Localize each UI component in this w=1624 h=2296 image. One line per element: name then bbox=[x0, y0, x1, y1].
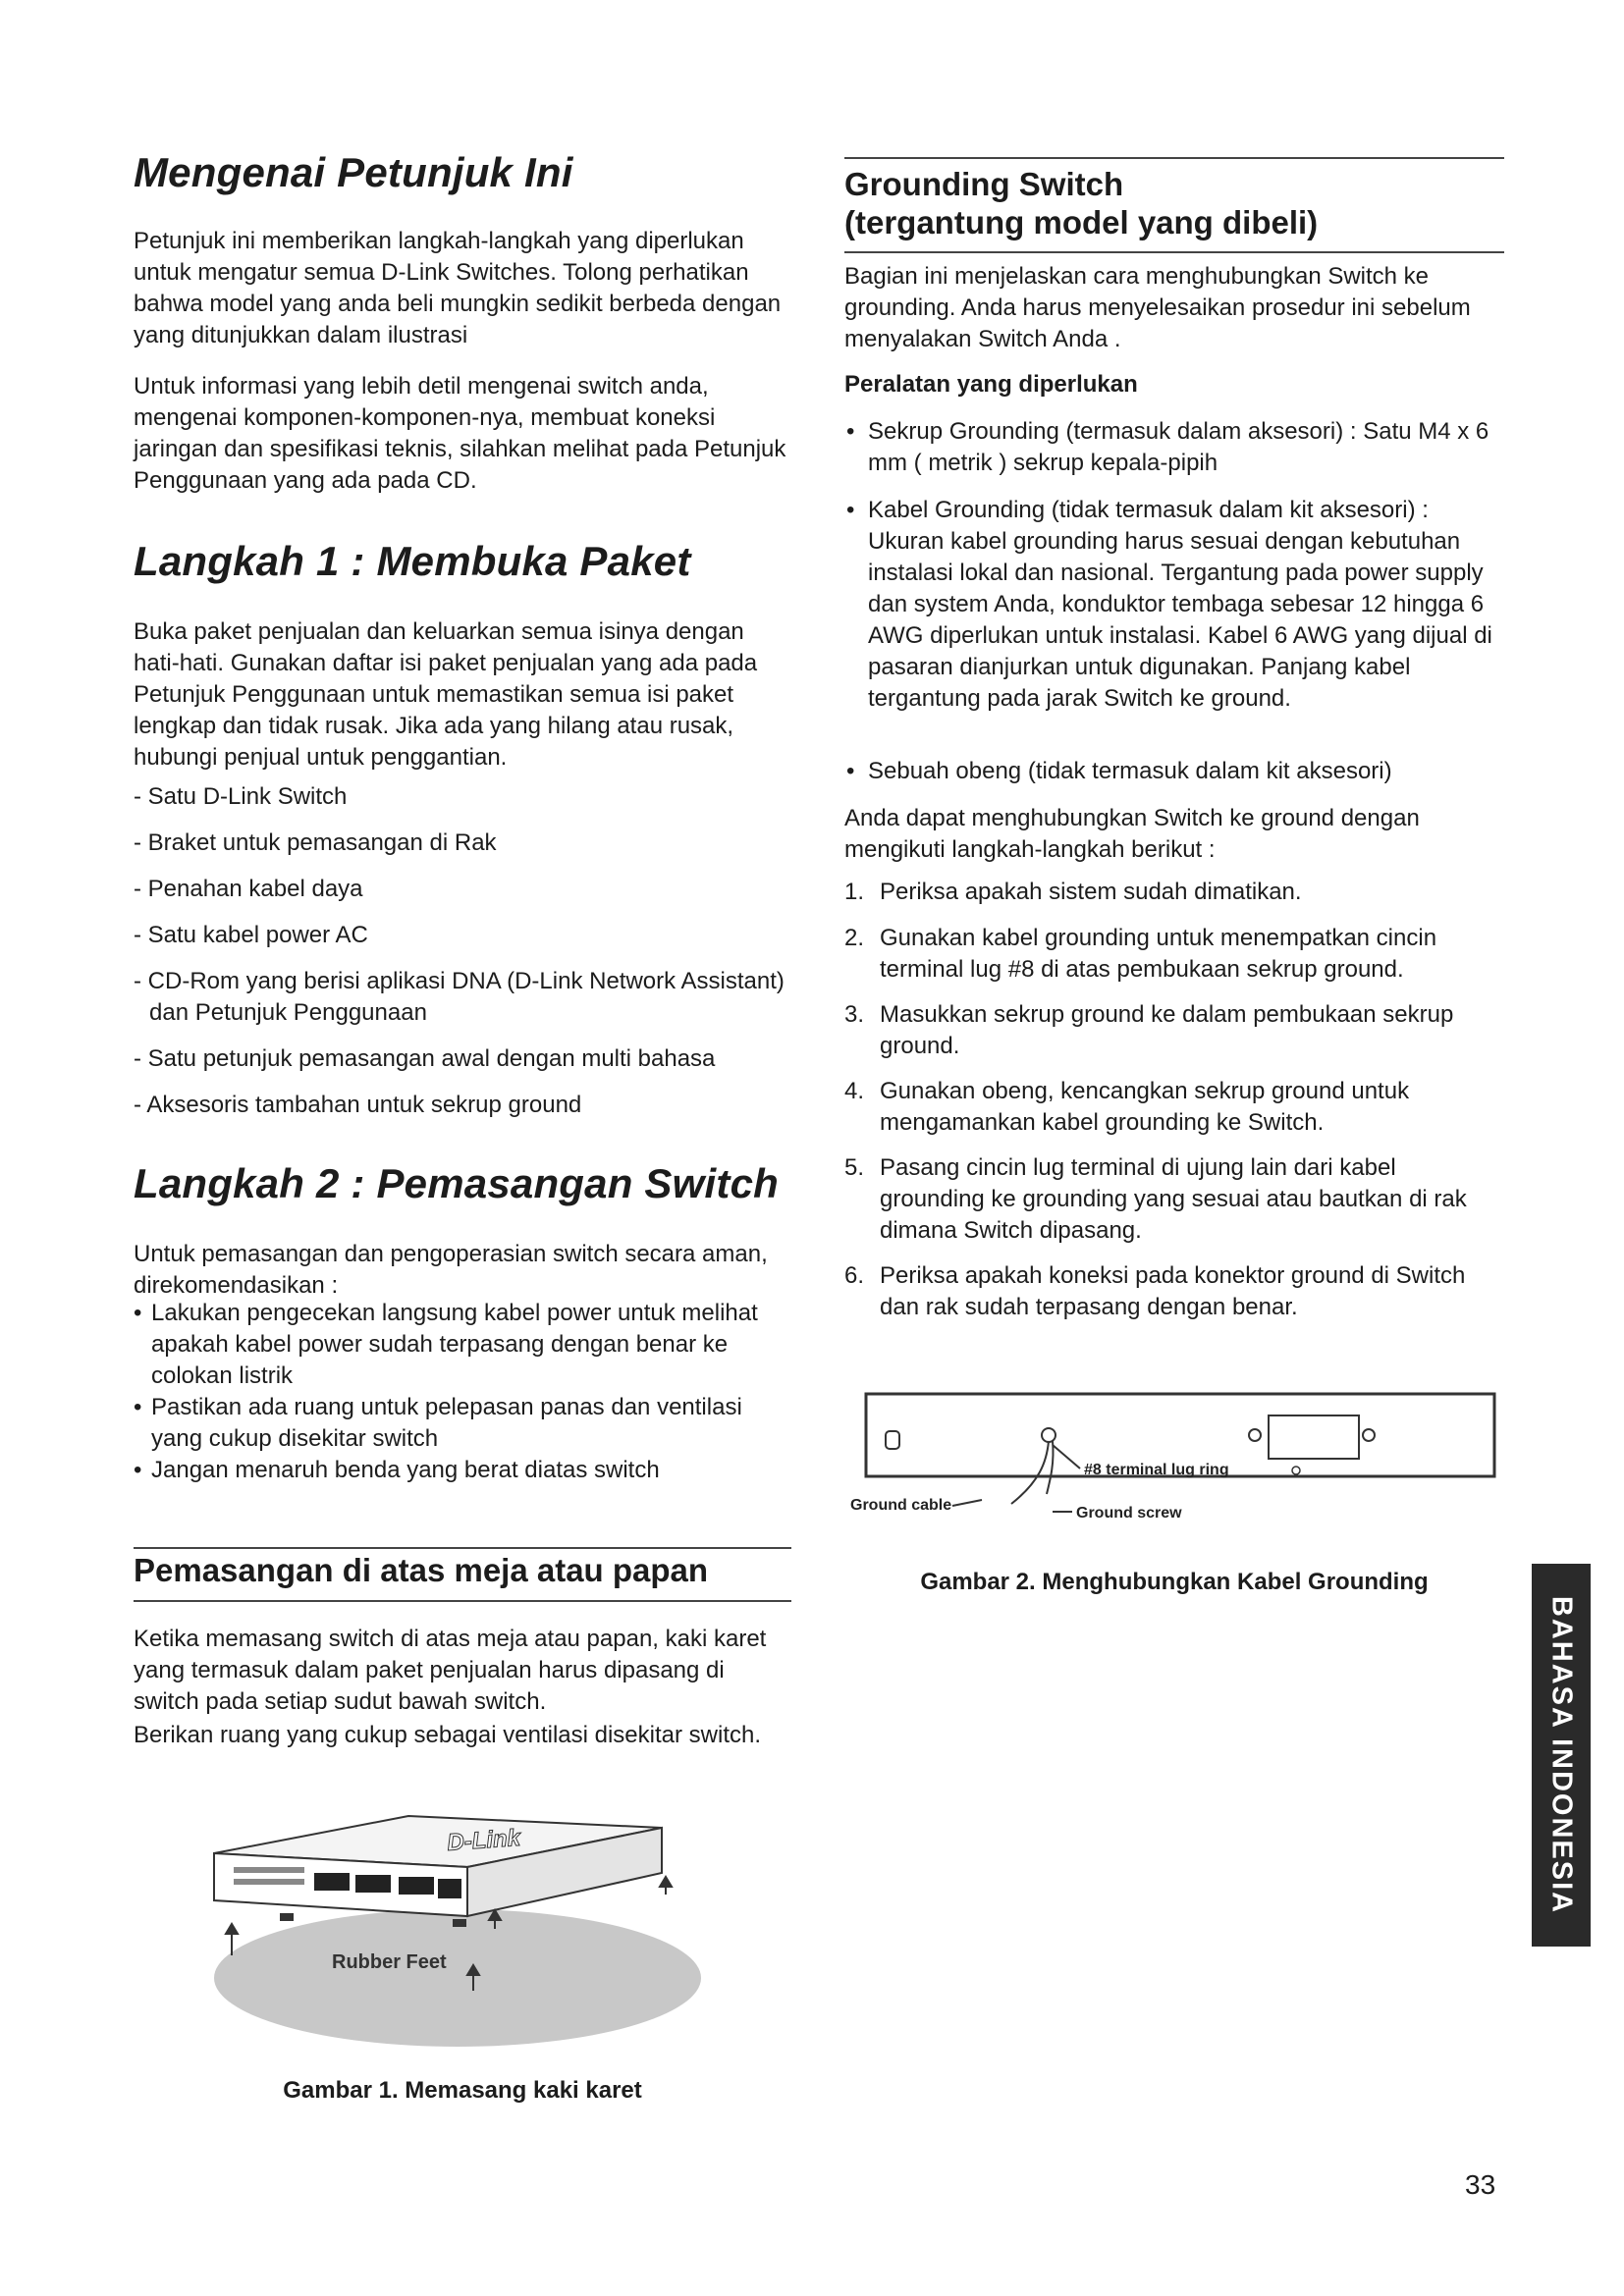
step-number: 3. bbox=[844, 1001, 865, 1028]
step-number: 1. bbox=[844, 879, 865, 905]
divider bbox=[844, 251, 1504, 253]
rubber-feet-figure bbox=[202, 1806, 703, 2052]
step-text: Masukkan sekrup ground ke dalam pembukaan sekrup ground. bbox=[880, 1001, 1454, 1059]
about-guide-paragraph-2: Untuk informasi yang lebih detil mengenai switch anda, mengenai komponen-komponen-nya, membuat koneksi jaringan dan spesifikasi teknis, silahkan melihat pada Petunjuk Penggunaan yang ada pada CD. bbox=[134, 373, 786, 494]
list-item: • Sebuah obeng (tidak termasuk dalam kit aksesori) bbox=[844, 756, 1504, 787]
desk-surface-shadow bbox=[214, 1909, 701, 2047]
list-item: - Aksesoris tambahan untuk sekrup ground bbox=[134, 1092, 582, 1118]
list-item bbox=[844, 877, 1504, 908]
ground-cable-label: Ground cable bbox=[850, 1497, 952, 1514]
list-item: - Penahan kabel daya bbox=[134, 876, 363, 902]
section-title-step-1: Langkah 1 : Membuka Paket bbox=[134, 538, 691, 584]
list-item: - Satu kabel power AC bbox=[134, 922, 368, 948]
list-item: - Braket untuk pemasangan di Rak bbox=[134, 829, 497, 856]
step-text: Gunakan kabel grounding untuk menempatkan cincin terminal lug #8 di atas pembukaan sekrup ground. bbox=[880, 925, 1437, 983]
list-item: • Jangan menaruh benda yang berat diatas switch bbox=[134, 1455, 791, 1486]
page-number: 33 bbox=[1465, 2169, 1496, 2200]
list-item: • Kabel Grounding (tidak termasuk dalam kit aksesori) : Ukuran kabel grounding harus sesuai dengan kebutuhan instalasi lokal dan nasional. Tergantung pada power supply dan system Anda, konduktor tembaga sebesar 12 hingga 6 AWG diperlukan untuk instalasi. Kabel 6 AWG yang dijual di pasaran dianjurkan untuk digunakan. Panjang kabel tergantung pada jarak Switch ke ground. bbox=[844, 495, 1504, 715]
step-text: Periksa apakah sistem sudah dimatikan. bbox=[880, 879, 1302, 905]
language-side-tab bbox=[1532, 1564, 1591, 1947]
language-tab-label: BAHASA INDONESIA bbox=[1545, 1595, 1578, 1915]
list-item bbox=[844, 1260, 1504, 1323]
equipment-heading: Peralatan yang diperlukan bbox=[844, 371, 1138, 398]
section-title-about-guide: Mengenai Petunjuk Ini bbox=[134, 149, 573, 195]
figure-1-caption: Gambar 1. Memasang kaki karet bbox=[283, 2077, 642, 2104]
step-number: 4. bbox=[844, 1078, 865, 1104]
section-title-desktop-install: Pemasangan di atas meja atau papan bbox=[134, 1552, 709, 1588]
grounding-intro: Bagian ini menjelaskan cara menghubungkan Switch ke grounding. Anda harus menyelesaikan prosedur ini sebelum menyalakan Switch Anda . bbox=[844, 263, 1471, 352]
section-title-step-2: Langkah 2 : Pemasangan Switch bbox=[134, 1160, 779, 1206]
divider bbox=[134, 1547, 791, 1549]
list-item: • Pastikan ada ruang untuk pelepasan panas dan ventilasi yang cukup disekitar switch bbox=[134, 1392, 791, 1455]
list-item: - CD-Rom yang berisi aplikasi DNA (D-Link Network Assistant) dan Petunjuk Penggunaan bbox=[134, 968, 785, 1026]
list-item: - Satu D-Link Switch bbox=[134, 783, 348, 810]
rubber-feet-label: Rubber Feet bbox=[332, 1951, 447, 1973]
divider bbox=[134, 1600, 791, 1602]
list-item: - Satu petunjuk pemasangan awal dengan multi bahasa bbox=[134, 1045, 716, 1072]
terminal-lug-label: #8 terminal lug ring bbox=[1084, 1462, 1229, 1478]
step-number: 6. bbox=[844, 1262, 865, 1289]
steps-intro: Anda dapat menghubungkan Switch ke ground dengan mengikuti langkah-langkah berikut : bbox=[844, 805, 1420, 863]
step-text: Gunakan obeng, kencangkan sekrup ground untuk mengamankan kabel grounding ke Switch. bbox=[880, 1078, 1410, 1136]
dlink-logo: D-Link bbox=[446, 1824, 521, 1856]
desktop-install-paragraph-2: Berikan ruang yang cukup sebagai ventilasi disekitar switch. bbox=[134, 1722, 762, 1748]
divider bbox=[844, 157, 1504, 159]
step-text: Pasang cincin lug terminal di ujung lain dari kabel grounding ke grounding yang sesuai atau bautkan di rak dimana Switch dipasang. bbox=[880, 1154, 1467, 1244]
desktop-install-paragraph-1: Ketika memasang switch di atas meja atau papan, kaki karet yang termasuk dalam paket penjualan harus dipasang di switch pada setiap sudut bawah switch. bbox=[134, 1626, 767, 1715]
step-1-paragraph: Buka paket penjualan dan keluarkan semua isinya dengan hati-hati. Gunakan daftar isi paket penjualan yang ada pada Petunjuk Penggunaan untuk memastikan semua isi paket lengkap dan tidak rusak. Jika ada yang hilang atau rusak, hubungi penjual untuk penggantian. bbox=[134, 618, 758, 771]
list-item: • Lakukan pengecekan langsung kabel power untuk melihat apakah kabel power sudah terpasang dengan benar ke colokan listrik bbox=[134, 1298, 791, 1392]
step-number: 5. bbox=[844, 1154, 865, 1181]
list-item bbox=[844, 923, 1504, 986]
step-number: 2. bbox=[844, 925, 865, 951]
figure-2-caption: Gambar 2. Menghubungkan Kabel Grounding bbox=[920, 1569, 1429, 1595]
ground-screw-label: Ground screw bbox=[1076, 1505, 1182, 1522]
list-item bbox=[844, 1152, 1504, 1247]
about-guide-paragraph-1: Petunjuk ini memberikan langkah-langkah yang diperlukan untuk mengatur semua D-Link Switches. Tolong perhatikan bahwa model yang anda beli mungkin sedikit berbeda dengan yang ditunjukkan dalam ilustrasi bbox=[134, 228, 782, 348]
list-item bbox=[844, 1076, 1504, 1139]
grounding-title-line-2: (tergantung model yang dibeli) bbox=[844, 204, 1319, 240]
step-text: Periksa apakah koneksi pada konektor ground di Switch dan rak sudah terpasang dengan benar. bbox=[880, 1262, 1466, 1320]
grounding-title-line-1: Grounding Switch bbox=[844, 166, 1124, 202]
grounding-figure bbox=[844, 1384, 1504, 1531]
list-item bbox=[844, 999, 1504, 1062]
step-2-intro: Untuk pemasangan dan pengoperasian switch secara aman, direkomendasikan : bbox=[134, 1241, 768, 1299]
list-item: • Sekrup Grounding (termasuk dalam aksesori) : Satu M4 x 6 mm ( metrik ) sekrup kepala-pipih bbox=[844, 416, 1504, 479]
